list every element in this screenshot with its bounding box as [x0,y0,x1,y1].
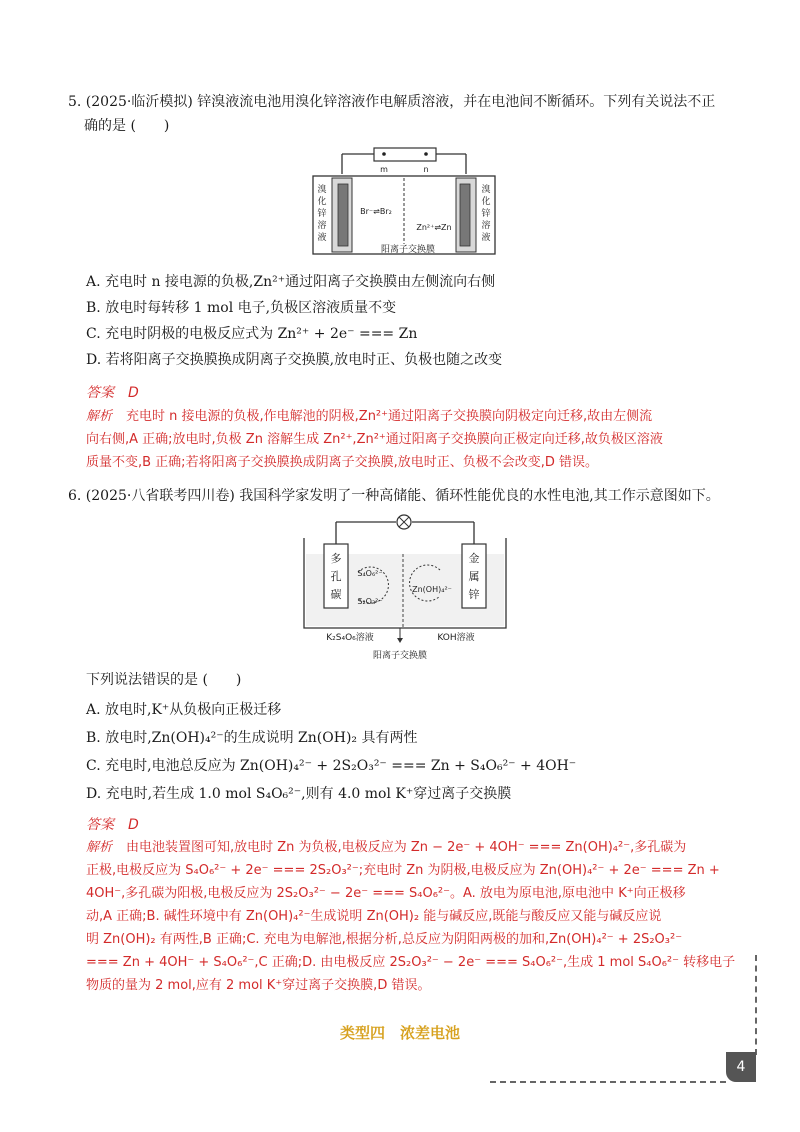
q5-left-label-2: 锌 [317,209,327,219]
q6-membrane-label: 阳离子交换膜 [372,651,428,661]
q5-stem [68,90,758,138]
q6-species-s2o3: S₂O₃²⁻ [357,597,383,606]
q6-prompt: 下列说法错误的是 ( ) [86,672,242,688]
terminal-m-label: m [380,165,388,174]
q5-analysis-line: 质量不变,B 正确;若将阳离子交换膜换成阴离子交换膜,放电时正、负极不会改变,D 错误。 [86,455,598,470]
q6-option-a: A. 放电时,K⁺从负极向正极迁移 [86,702,282,718]
q5-left-label-1: 化 [317,197,327,207]
q5-analysis [86,405,756,474]
q6-answer: 答案 D [86,817,139,833]
q6-analysis-line: 动,A 正确;B. 碱性环境中有 Zn(OH)₄²⁻生成说明 Zn(OH)₂ 能与碱反应,既能与酸反应又能与碱反应说 [86,909,662,924]
q6-analysis-line: 由电池装置图可知,放电时 Zn 为负极,电极反应为 Zn − 2e⁻ + 4OH⁻ === Zn(OH)₄²⁻,多孔碳为 [126,840,687,855]
page-corner-dash-vertical [755,955,757,1055]
section-title: 类型四 浓差电池 [339,1024,460,1042]
q6-stem: 6. (2025·八省联考四川卷) 我国科学家发明了一种高储能、循环性能优良的水性电池,其工作示意图如下。 [68,488,720,504]
q5-stem-line2: 确的是 ( ) [84,118,170,134]
q6-option-d: D. 充电时,若生成 1.0 mol S₄O₆²⁻,则有 4.0 mol K⁺穿过离子交换膜 [86,786,512,802]
q6-right-electrode-1: 属 [468,570,480,583]
q5-option-c: C. 充电时阴极的电极反应式为 Zn²⁺ + 2e⁻ === Zn [86,326,418,342]
q5-option-a: A. 充电时 n 接电源的负极,Zn²⁺通过阳离子交换膜由左侧流向右侧 [86,274,496,290]
q5-right-label-4: 液 [481,233,491,243]
q6-left-electrode-1: 孔 [330,570,342,583]
q5-analysis-label: 解析 [86,409,113,424]
q5-left-reaction: Br⁻⇌Br₂ [360,207,392,216]
q5-left-label-3: 溶 [317,221,327,231]
q5-right-label-3: 溶 [481,221,491,231]
q6-right-solution: KOH溶液 [437,633,475,643]
q5-left-label-0: 溴 [317,185,327,195]
q6-right-electrode-0: 金 [468,552,480,565]
q5-membrane-label: 阳离子交换膜 [380,245,436,255]
q5-answer: 答案 D [86,385,139,401]
q6-analysis-line: 明 Zn(OH)₂ 有两性,B 正确;C. 充电为电解池,根据分析,总反应为阴阳两极的加和,Zn(OH)₄²⁻ + 2S₂O₃²⁻ [86,932,683,947]
q6-left-electrode-2: 碳 [330,588,342,601]
q5-right-reaction: Zn²⁺⇌Zn [416,223,452,232]
q6-species-znoh4: Zn(OH)₄²⁻ [412,585,452,594]
q6-left-electrode-0: 多 [330,552,342,565]
q5-stem-line1: 5. (2025·临沂模拟) 锌溴液流电池用溴化锌溶液作电解质溶液，并在电池间不断循环。下列有关说法不正 [68,94,716,110]
q5-right-label-0: 溴 [481,185,491,195]
q5-right-label-1: 化 [481,197,491,207]
q6-analysis-line: === Zn + 4OH⁻ + S₄O₆²⁻,C 正确;D. 由电极反应 2S₂O₃²⁻ − 2e⁻ === S₄O₆²⁻,生成 1 mol S₄O₆²⁻ 转移电子 [86,955,736,970]
page-corner-dash-horizontal [490,1081,726,1083]
page-number: 4 [726,1052,756,1082]
q6-option-b: B. 放电时,Zn(OH)₄²⁻的生成说明 Zn(OH)₂ 具有两性 [86,730,418,746]
q6-species-s4o6: S₄O₆²⁻ [357,569,383,578]
q6-analysis-line: 4OH⁻,多孔碳为阳极,电极反应为 2S₂O₃²⁻ − 2e⁻ === S₄O₆²⁻。A. 放电为原电池,原电池中 K⁺向正极移 [86,886,686,901]
q6-analysis-line: 物质的量为 2 mol,应有 2 mol K⁺穿过离子交换膜,D 错误。 [86,978,431,993]
q6-analysis-line: 正极,电极反应为 S₄O₆²⁻ + 2e⁻ === 2S₂O₃²⁻;充电时 Zn 为阴极,电极反应为 Zn(OH)₄²⁻ + 2e⁻ === Zn + [86,863,720,878]
q6-left-solution: K₂S₄O₆溶液 [326,633,374,643]
q6-diagram [300,514,510,668]
q6-analysis-label: 解析 [86,840,113,855]
q6-analysis [86,836,756,997]
q6-right-electrode-2: 锌 [468,588,480,601]
q6-option-c: C. 充电时,电池总反应为 Zn(OH)₄²⁻ + 2S₂O₃²⁻ === Zn + S₄O₆²⁻ + 4OH⁻ [86,758,577,774]
q5-left-label-4: 液 [317,233,327,243]
q5-right-label-2: 锌 [481,209,491,219]
q5-analysis-line: 充电时 n 接电源的负极,作电解池的阴极,Zn²⁺通过阳离子交换膜向阴极定向迁移,故由左侧流 [126,409,653,424]
q5-analysis-line: 向右侧,A 正确;放电时,负极 Zn 溶解生成 Zn²⁺,Zn²⁺通过阳离子交换膜向正极定向迁移,故负极区溶液 [86,432,663,447]
terminal-n-label: n [423,165,429,174]
q5-option-d: D. 若将阳离子交换膜换成阴离子交换膜,放电时正、负极也随之改变 [86,352,503,368]
q5-diagram [312,146,496,262]
q5-option-b: B. 放电时每转移 1 mol 电子,负极区溶液质量不变 [86,300,397,316]
